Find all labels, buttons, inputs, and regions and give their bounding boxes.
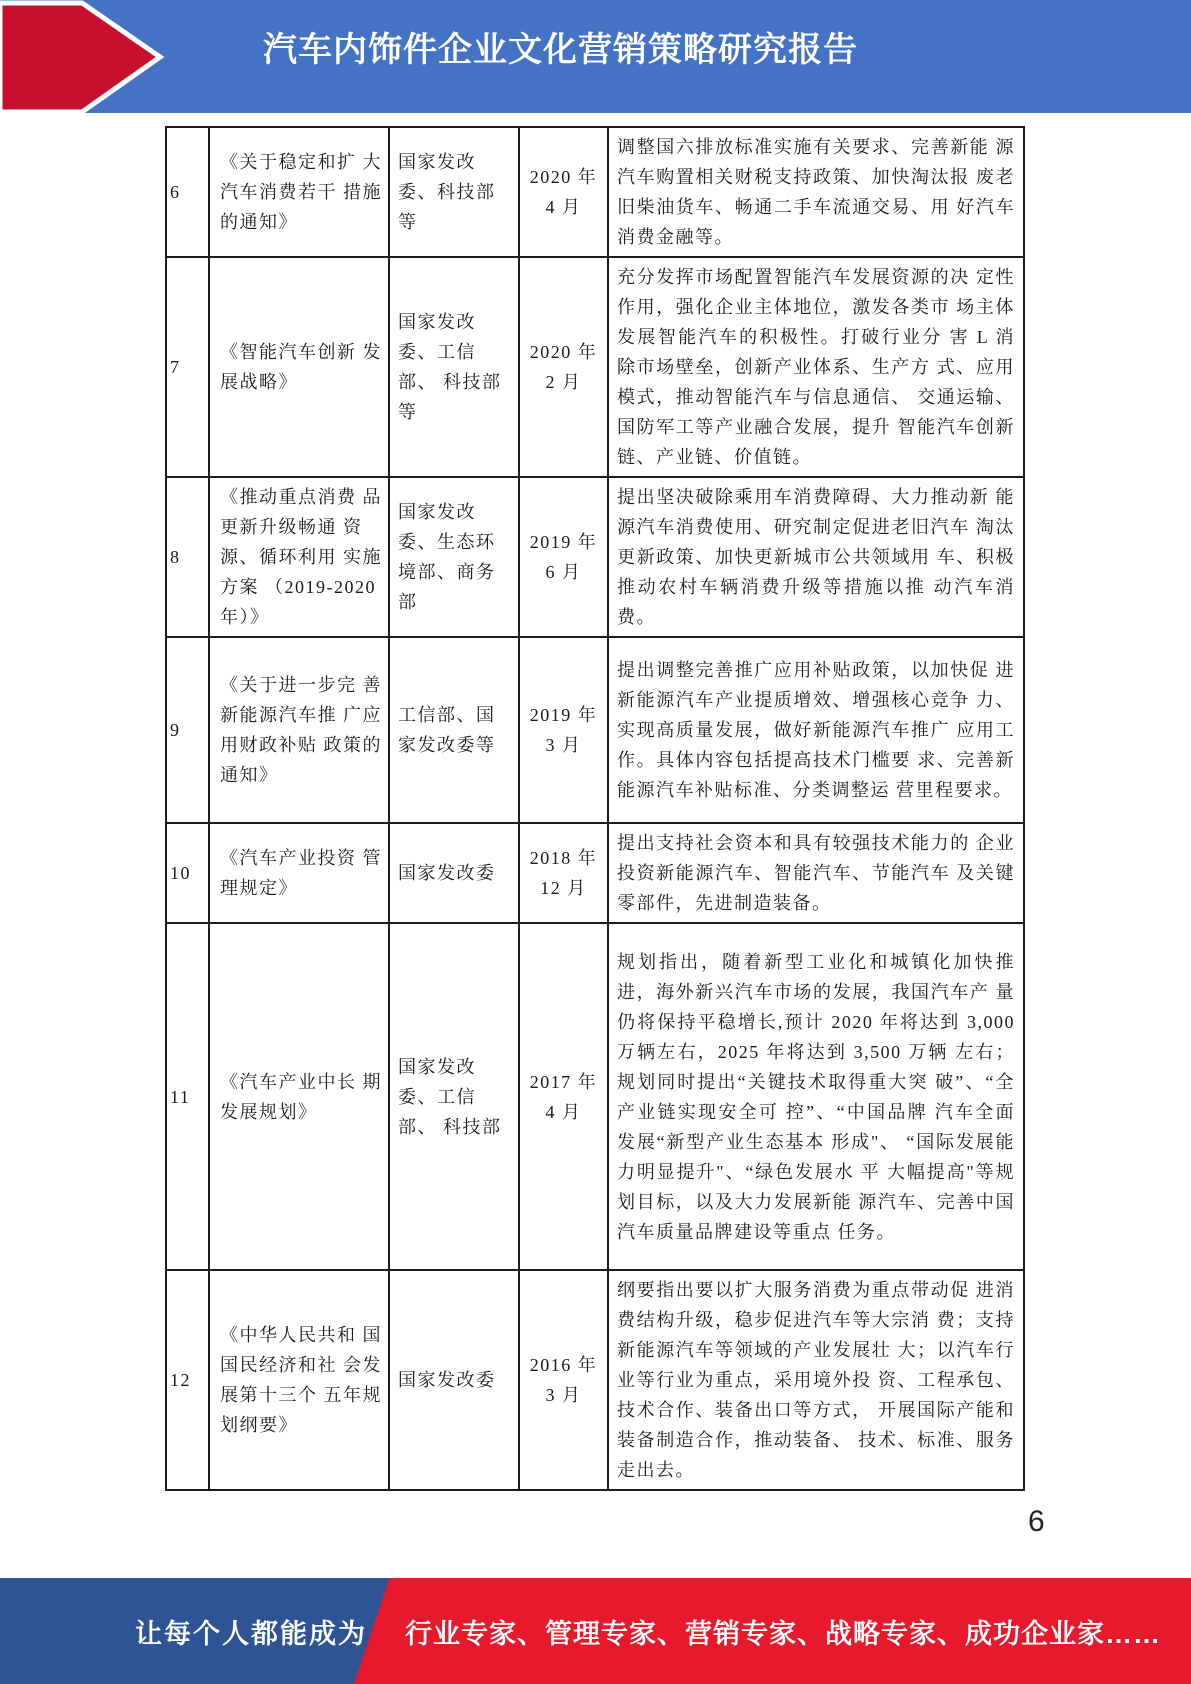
date-cell <box>519 127 608 257</box>
policy-name-cell: 《智能汽车创新 发展战略》 <box>209 257 389 477</box>
content-cell: 规划指出，随着新型工业化和城镇化加快推 进，海外新兴汽车市场的发展，我国汽车产 量仍将保持平稳增长,预计 2020 年将达到 3,000 万辆左右，2025 年将达到 3,500 万辆 左右；规划同时提出“关键技术取得重大突 破”、“全产业链实现安全可 控”、“中国品牌 汽车全面发展“新型产业生态基本 形成"、 “国际发展能力明显提升"、“绿色发展水 平 大幅提高"等规划目标，以及大力发展新能 源汽车、完善中国汽车质量品牌建设等重点 任务。 <box>608 923 1024 1270</box>
row-number-cell: 9 <box>166 637 209 823</box>
content-cell: 提出调整完善推广应用补贴政策，以加快促 进新能源汽车产业提质增效、增强核心竞争 力、实现高质量发展，做好新能源汽车推广 应用工作。具体内容包括提高技术门槛要 求、完善新能源汽车补贴标准、分类调整运 营里程要求。 <box>608 637 1024 823</box>
table-row <box>166 823 1024 923</box>
row-number-cell: 10 <box>166 823 209 923</box>
date-cell <box>519 823 608 923</box>
date-month: 6 月 <box>545 562 582 582</box>
policy-name-cell: 《中华人民共和 国国民经济和社 会发展第十三个 五年规划纲要》 <box>209 1270 389 1490</box>
header-banner <box>0 0 1191 113</box>
row-number-cell: 7 <box>166 257 209 477</box>
row-number-cell: 12 <box>166 1270 209 1490</box>
date-month: 3 月 <box>545 1385 582 1405</box>
policy-name-cell: 《汽车产业中长 期发展规划》 <box>209 923 389 1270</box>
row-number-cell: 8 <box>166 477 209 637</box>
agency-cell: 工信部、国 家发改委等 <box>389 637 519 823</box>
date-cell <box>519 477 608 637</box>
content-cell: 纲要指出要以扩大服务消费为重点带动促 进消费结构升级，稳步促进汽车等大宗消 费；支持新能源汽车等领域的产业发展壮 大；以汽车行业等行业为重点，采用境外投 资、工程承包、技术合作、装备出口等方式， 开展国际产能和装备制造合作，推动装备、 技术、标准、服务走出去。 <box>608 1270 1024 1490</box>
page-number: 6 <box>1028 1505 1045 1538</box>
table-row <box>166 477 1024 637</box>
table-row <box>166 1270 1024 1490</box>
table-row <box>166 637 1024 823</box>
policy-name-cell: 《关于稳定和扩 大汽车消费若干 措施的通知》 <box>209 127 389 257</box>
agency-cell: 国家发改委 <box>389 1270 519 1490</box>
row-number-cell: 11 <box>166 923 209 1270</box>
report-title: 汽车内饰件企业文化营销策略研究报告 <box>263 31 858 69</box>
agency-cell: 国家发改委 <box>389 823 519 923</box>
date-year: 2019 年 <box>529 532 598 552</box>
content-cell: 充分发挥市场配置智能汽车发展资源的决 定性作用，强化企业主体地位，激发各类市 场主体发展智能汽车的积极性。打破行业分 害 L 消除市场壁垒，创新产业体系、生产方 式、应用模式，推动智能汽车与信息通信、 交通运输、国防军工等产业融合发展，提升 智能汽车创新链、产业链、价值链。 <box>608 257 1024 477</box>
date-month: 3 月 <box>545 735 582 755</box>
policy-name-cell: 《汽车产业投资 管理规定》 <box>209 823 389 923</box>
footer-slogan-left: 让每个人都能成为 <box>135 1618 367 1649</box>
date-month: 4 月 <box>545 1101 582 1122</box>
date-cell <box>519 257 608 477</box>
policy-name-cell: 《推动重点消费 品更新升级畅通 资源、循环利用 实施方案 （2019-2020 年）》 <box>209 477 389 637</box>
date-year: 2018 年 <box>529 848 598 868</box>
date-month: 4 月 <box>545 197 582 217</box>
date-year: 2020 年 <box>529 342 598 362</box>
date-cell <box>519 1270 608 1490</box>
agency-cell: 国家发改 委、科技部 等 <box>389 127 519 257</box>
content-cell: 提出坚决破除乘用车消费障碍、大力推动新 能源汽车消费使用、研究制定促进老旧汽车 淘汰更新政策、加快更新城市公共领域用 车、积极推动农村车辆消费升级等措施以推 动汽车消费。 <box>608 477 1024 637</box>
date-year: 2016 年 <box>529 1355 598 1375</box>
content-cell: 调整国六排放标准实施有关要求、完善新能 源汽车购置相关财税支持政策、加快淘汰报 废老旧柴油货车、畅通二手车流通交易、用 好汽车消费金融等。 <box>608 127 1024 257</box>
date-month: 2 月 <box>545 372 582 392</box>
policy-name-cell: 《关于进一步完 善新能源汽车推 广应用财政补贴 政策的通知》 <box>209 637 389 823</box>
table-row <box>166 127 1024 257</box>
row-number-cell: 6 <box>166 127 209 257</box>
date-month: 12 月 <box>540 878 587 898</box>
content-cell: 提出支持社会资本和具有较强技术能力的 企业投资新能源汽车、智能汽车、节能汽车 及关键零部件，先进制造装备。 <box>608 823 1024 923</box>
agency-cell: 国家发改 委、工信部、 科技部等 <box>389 257 519 477</box>
table-row <box>166 257 1024 477</box>
table-row <box>166 923 1024 1270</box>
footer-banner <box>0 1578 1191 1684</box>
agency-cell: 国家发改 委、生态环 境部、商务 部 <box>389 477 519 637</box>
date-year: 2019 年 <box>529 705 598 725</box>
date-cell <box>519 637 608 823</box>
footer-slogan-right: 行业专家、管理专家、营销专家、战略专家、成功企业家…… <box>405 1618 1161 1649</box>
date-year: 2020 年 <box>529 167 598 187</box>
date-year: 2017 年 <box>529 1071 598 1092</box>
policy-table <box>165 126 1025 1491</box>
date-cell <box>519 923 608 1270</box>
agency-cell: 国家发改 委、工信部、 科技部 <box>389 923 519 1270</box>
